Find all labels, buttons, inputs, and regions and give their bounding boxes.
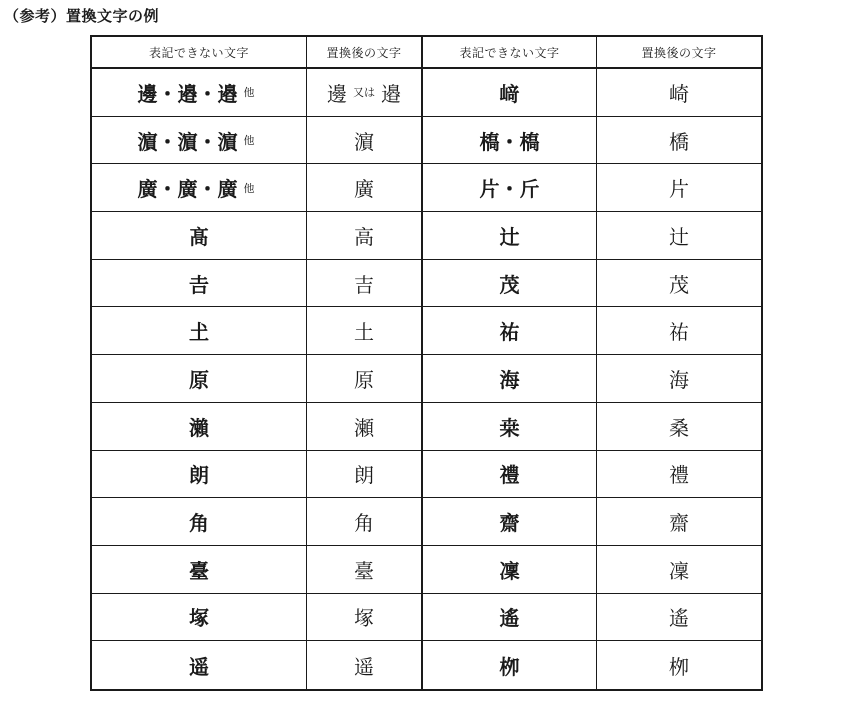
unprintable-char-cell: 瀨 (92, 403, 307, 451)
replacement-char-cell: 原 (307, 355, 423, 403)
replacement-char-cell: 遥 (307, 641, 423, 689)
unprintable-char-cell: 廣・廣・廣 他 (92, 164, 307, 212)
replacement-char-cell: 茂 (597, 260, 761, 308)
replacement-char-cell: 吉 (307, 260, 423, 308)
header-unprintable-1: 表記できない文字 (92, 37, 307, 69)
replacement-char-cell: 祐 (597, 307, 761, 355)
unprintable-char-cell: 塚 (92, 594, 307, 642)
replacement-char-cell: 濵 (307, 117, 423, 165)
unprintable-char-cell: 桒 (423, 403, 597, 451)
unprintable-char-cell: 原 (92, 355, 307, 403)
header-unprintable-2: 表記できない文字 (423, 37, 597, 69)
replacement-char-cell: 海 (597, 355, 761, 403)
unprintable-char-cell: 禮 (423, 451, 597, 499)
replacement-char-cell: 桑 (597, 403, 761, 451)
unprintable-char-cell: 槗・槗 (423, 117, 597, 165)
replacement-char-cell: 塚 (307, 594, 423, 642)
header-replacement-1: 置換後の文字 (307, 37, 423, 69)
replacement-char-cell: 禮 (597, 451, 761, 499)
replacement-char-cell: 片 (597, 164, 761, 212)
unprintable-char-cell: 辻 (423, 212, 597, 260)
unprintable-char-cell: 片・斤 (423, 164, 597, 212)
replacement-char-cell: 廣 (307, 164, 423, 212)
replacement-char-cell: 齋 (597, 498, 761, 546)
header-replacement-2: 置換後の文字 (597, 37, 761, 69)
unprintable-char-cell: 海 (423, 355, 597, 403)
replacement-char-cell: 邊 又は 邉 (307, 69, 423, 117)
replacement-char-cell: 土 (307, 307, 423, 355)
replacement-char-cell: 朗 (307, 451, 423, 499)
unprintable-char-cell: 𠮷 (92, 260, 307, 308)
replacement-char-cell: 崎 (597, 69, 761, 117)
unprintable-char-cell: 邊・邉・邉 他 (92, 69, 307, 117)
replacement-char-cell: 臺 (307, 546, 423, 594)
replacement-char-cell: 遙 (597, 594, 761, 642)
unprintable-char-cell: 﨑 (423, 69, 597, 117)
unprintable-char-cell: 臺 (92, 546, 307, 594)
unprintable-char-cell: 髙 (92, 212, 307, 260)
unprintable-char-cell: 濵・濵・濵 他 (92, 117, 307, 165)
unprintable-char-cell: 祐 (423, 307, 597, 355)
unprintable-char-cell: 栁 (423, 641, 597, 689)
unprintable-char-cell: 朗 (92, 451, 307, 499)
replacement-char-cell: 栁 (669, 654, 689, 679)
replacement-char-cell: 瀬 (307, 403, 423, 451)
replacement-char-cell: 凜 (597, 546, 761, 594)
unprintable-char-cell: 凜 (423, 546, 597, 594)
unprintable-char-cell: 齋 (423, 498, 597, 546)
substitution-table (90, 35, 763, 691)
replacement-char-cell: 辻 (597, 212, 761, 260)
unprintable-char-cell: 角 (92, 498, 307, 546)
unprintable-char-cell: 遙 (423, 594, 597, 642)
unprintable-char-cell: 𡈽 (92, 307, 307, 355)
unprintable-char-cell: 遥 (92, 641, 307, 689)
unprintable-char-cell: 茂 (423, 260, 597, 308)
replacement-char-cell: 橋 (597, 117, 761, 165)
replacement-char-cell: 高 (307, 212, 423, 260)
replacement-char-cell: 角 (307, 498, 423, 546)
caption-title: （参考）置換文字の例 (4, 7, 160, 25)
